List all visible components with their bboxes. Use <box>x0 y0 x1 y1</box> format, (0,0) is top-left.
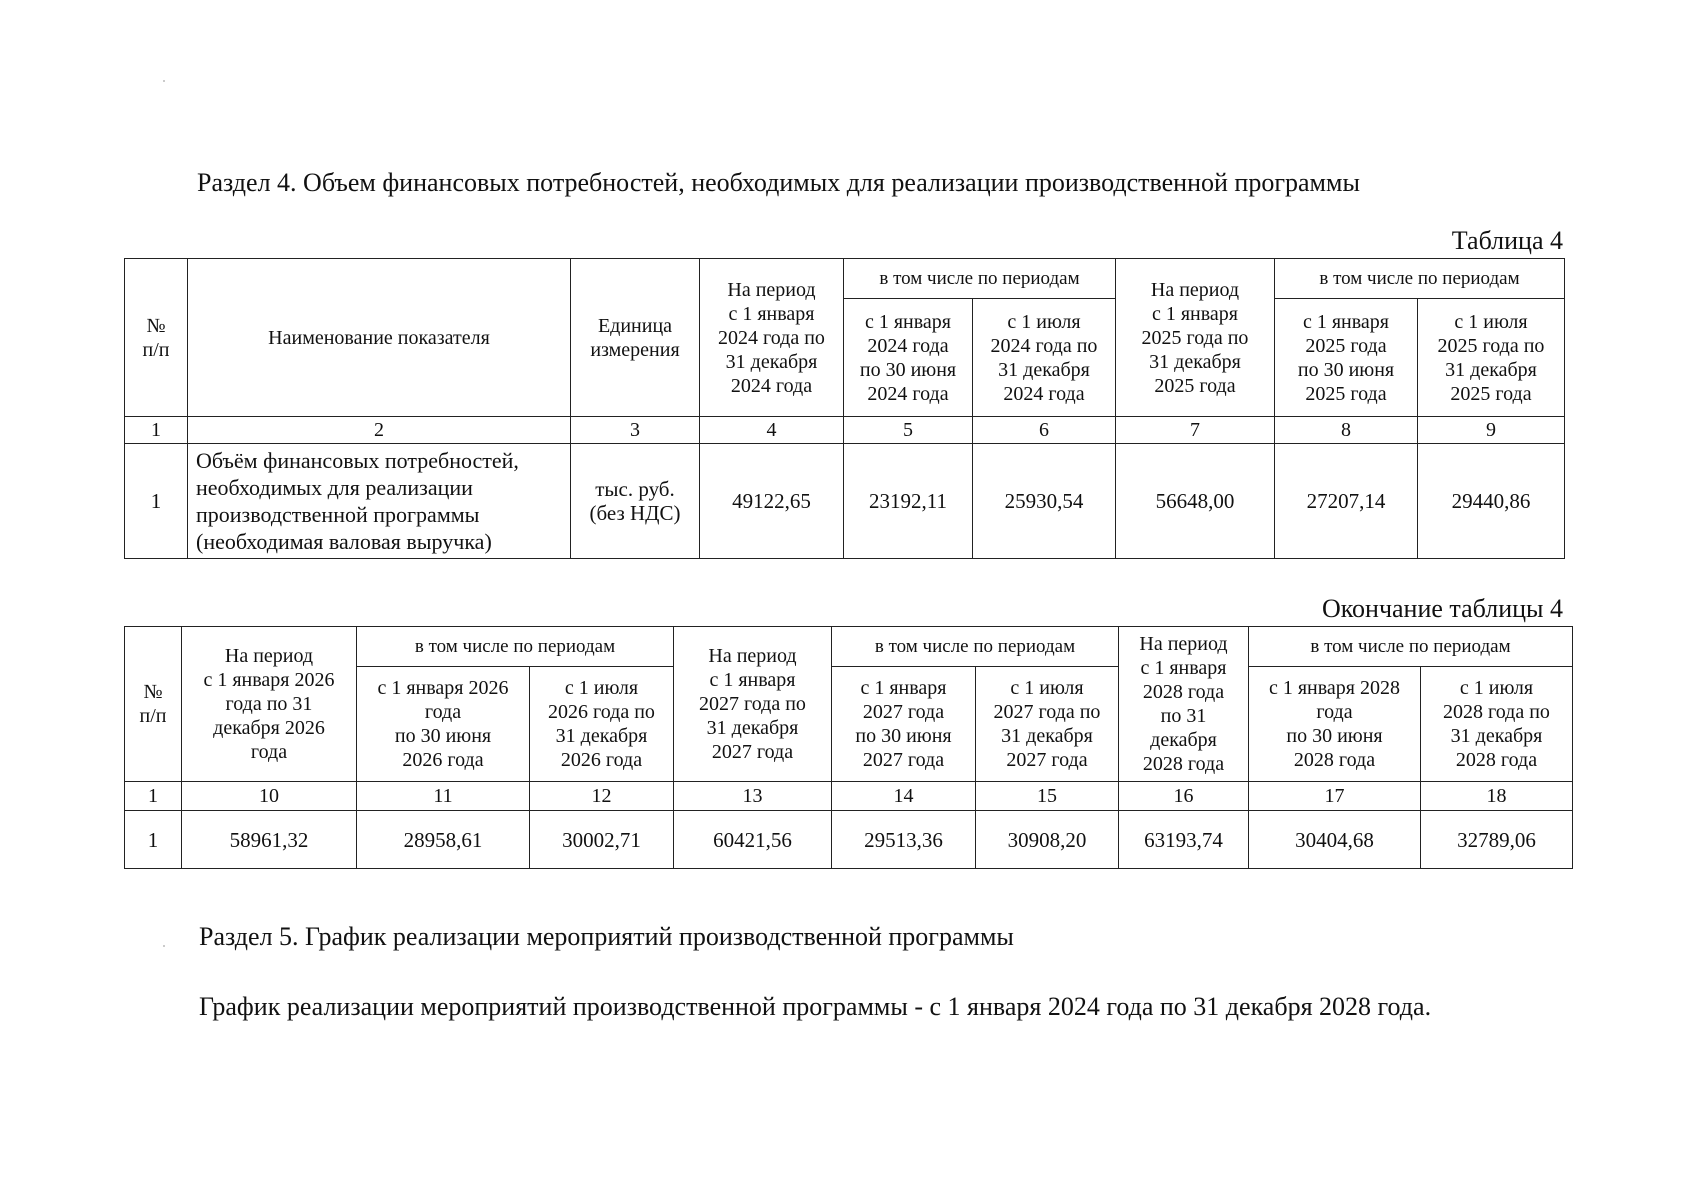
header-h2-2024: с 1 июля 2024 года по 31 декабря 2024 года <box>973 299 1116 417</box>
header-period-2025: На период с 1 января 2025 года по 31 декабря 2025 года <box>1116 259 1275 417</box>
header-period-2024: На период с 1 января 2024 года по 31 декабря 2024 года <box>700 259 844 417</box>
row-unit: тыс. руб. (без НДС) <box>571 444 700 559</box>
table-row <box>125 811 1573 869</box>
section-5-text: График реализации мероприятий производственной программы - с 1 января 2024 года по 31 декабря 2028 года. <box>199 992 1432 1021</box>
header-indicator-name: Наименование показателя <box>188 259 571 417</box>
header-h2-2027: с 1 июля 2027 года по 31 декабря 2027 года <box>976 667 1119 782</box>
header-num: № п/п <box>125 259 188 417</box>
col-number: 14 <box>832 782 976 811</box>
scan-speck <box>163 945 165 947</box>
header-incl-2026: в том числе по периодам <box>357 627 674 667</box>
row-num: 1 <box>125 444 188 559</box>
value-cell: 60421,56 <box>674 811 832 869</box>
col-number: 5 <box>844 417 973 444</box>
header-period-2027: На период с 1 января 2027 года по 31 декабря 2027 года <box>674 627 832 782</box>
value-cell: 30002,71 <box>530 811 674 869</box>
section-4-heading: Раздел 4. Объем финансовых потребностей, необходимых для реализации производственной программы <box>197 168 1360 197</box>
col-number: 8 <box>1275 417 1418 444</box>
scan-speck <box>163 80 165 82</box>
col-number: 1 <box>125 417 188 444</box>
value-cell: 58961,32 <box>182 811 357 869</box>
header-num: № п/п <box>125 627 182 782</box>
col-number: 4 <box>700 417 844 444</box>
header-period-2028: На период с 1 января 2028 года по 31 декабря 2028 года <box>1119 627 1249 782</box>
value-cell: 63193,74 <box>1119 811 1249 869</box>
value-cell: 25930,54 <box>973 444 1116 559</box>
table-4-label: Таблица 4 <box>1451 226 1563 255</box>
value-cell: 29440,86 <box>1418 444 1565 559</box>
value-cell: 49122,65 <box>700 444 844 559</box>
value-cell: 27207,14 <box>1275 444 1418 559</box>
col-number: 3 <box>571 417 700 444</box>
col-number: 2 <box>188 417 571 444</box>
row-num: 1 <box>125 811 182 869</box>
header-incl-2028: в том числе по периодам <box>1249 627 1573 667</box>
value-cell: 56648,00 <box>1116 444 1275 559</box>
col-number: 9 <box>1418 417 1565 444</box>
col-number: 12 <box>530 782 674 811</box>
header-h2-2025: с 1 июля 2025 года по 31 декабря 2025 года <box>1418 299 1565 417</box>
col-number: 15 <box>976 782 1119 811</box>
header-h1-2027: с 1 января 2027 года по 30 июня 2027 года <box>832 667 976 782</box>
table-4-part-2 <box>124 626 1573 869</box>
header-h1-2025: с 1 января 2025 года по 30 июня 2025 года <box>1275 299 1418 417</box>
table-4-part-1 <box>124 258 1565 559</box>
value-cell: 30908,20 <box>976 811 1119 869</box>
header-unit: Единица измерения <box>571 259 700 417</box>
header-incl-2027: в том числе по периодам <box>832 627 1119 667</box>
table-4-end-label: Окончание таблицы 4 <box>1321 594 1563 623</box>
value-cell: 30404,68 <box>1249 811 1421 869</box>
col-number: 18 <box>1421 782 1573 811</box>
col-number: 10 <box>182 782 357 811</box>
col-number: 13 <box>674 782 832 811</box>
col-number: 6 <box>973 417 1116 444</box>
col-number: 1 <box>125 782 182 811</box>
col-number: 16 <box>1119 782 1249 811</box>
value-cell: 32789,06 <box>1421 811 1573 869</box>
header-period-2026: На период с 1 января 2026 года по 31 декабря 2026 года <box>182 627 357 782</box>
table-row <box>125 444 1565 559</box>
section-5-heading: Раздел 5. График реализации мероприятий производственной программы <box>199 922 1014 951</box>
col-number: 7 <box>1116 417 1275 444</box>
value-cell: 23192,11 <box>844 444 973 559</box>
value-cell: 29513,36 <box>832 811 976 869</box>
header-h2-2026: с 1 июля 2026 года по 31 декабря 2026 года <box>530 667 674 782</box>
header-h2-2028: с 1 июля 2028 года по 31 декабря 2028 года <box>1421 667 1573 782</box>
row-indicator-name: Объём финансовых потребностей, необходимых для реализации производственной программы (необходимая валовая выручка) <box>188 444 571 559</box>
header-incl-2025: в том числе по периодам <box>1275 259 1565 299</box>
header-h1-2028: с 1 января 2028 года по 30 июня 2028 года <box>1249 667 1421 782</box>
header-incl-2024: в том числе по периодам <box>844 259 1116 299</box>
col-number: 11 <box>357 782 530 811</box>
header-h1-2026: с 1 января 2026 года по 30 июня 2026 года <box>357 667 530 782</box>
col-number: 17 <box>1249 782 1421 811</box>
header-h1-2024: с 1 января 2024 года по 30 июня 2024 года <box>844 299 973 417</box>
value-cell: 28958,61 <box>357 811 530 869</box>
